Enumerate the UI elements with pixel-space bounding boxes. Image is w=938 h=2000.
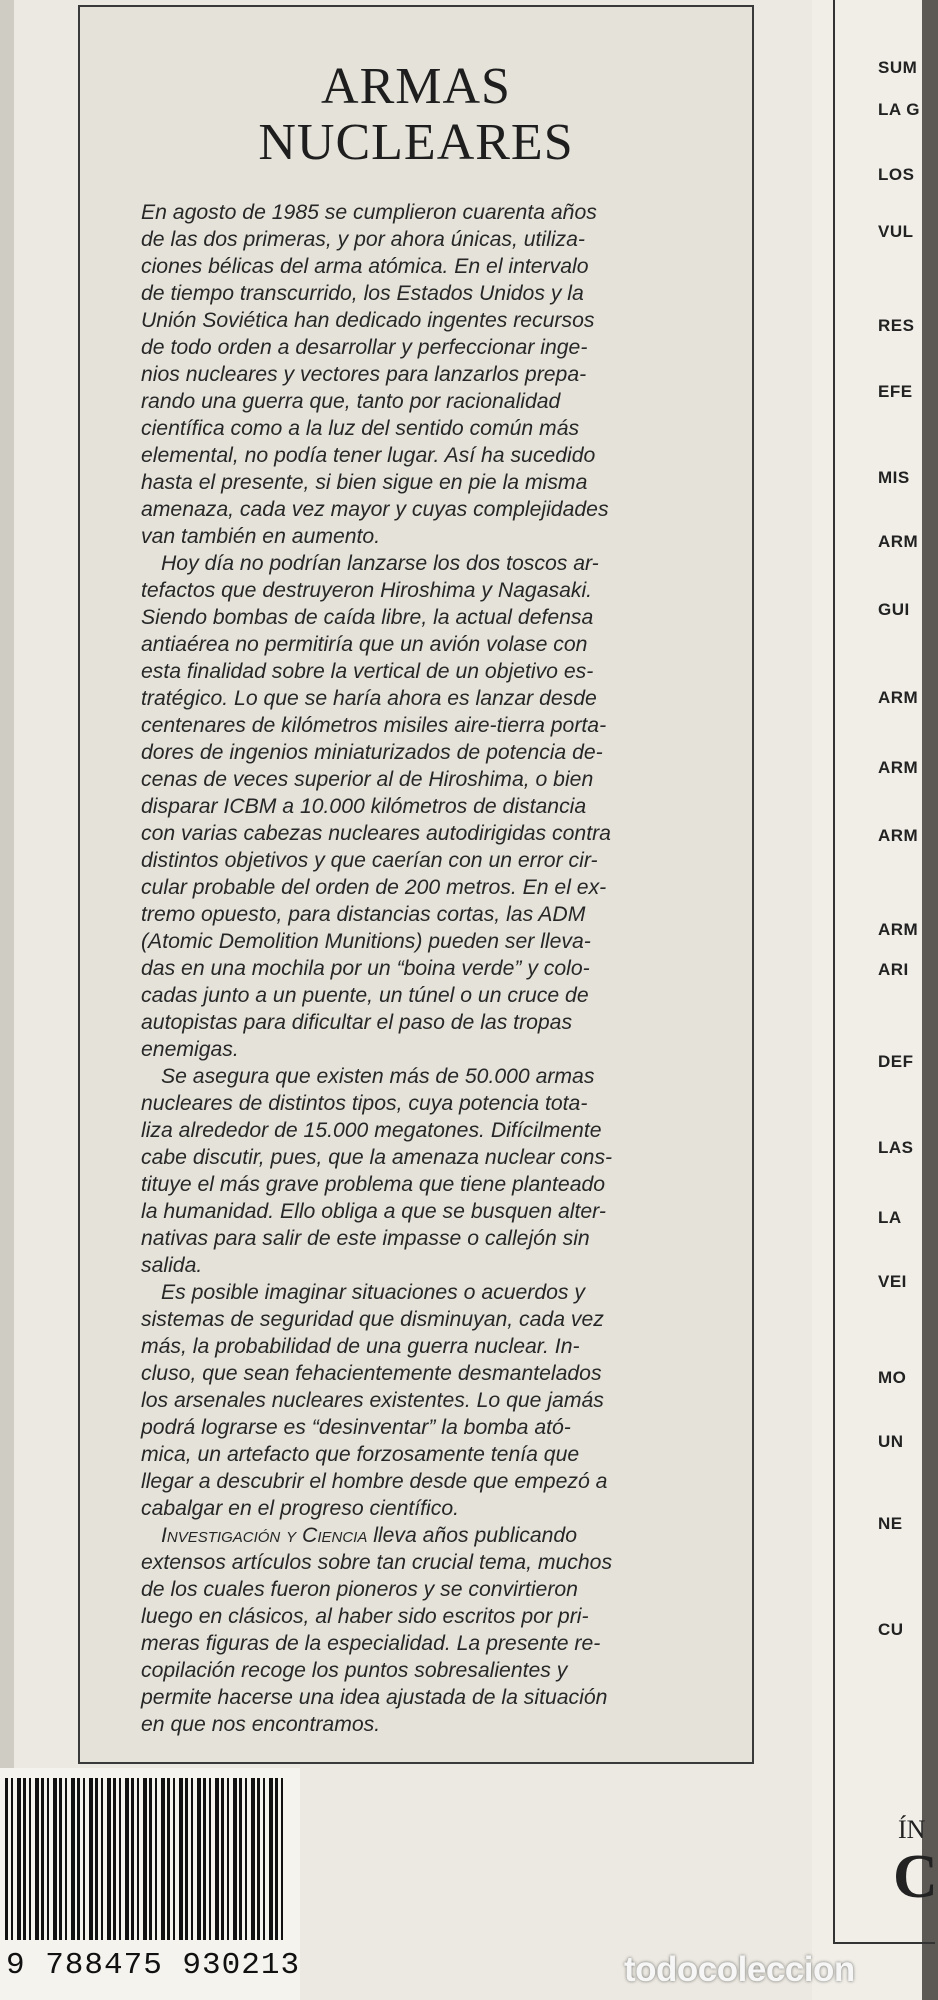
blurb-line: cabalgar en el progreso científico. [141, 1497, 459, 1520]
blurb-line: copilación recoge los puntos sobresalientes y [141, 1659, 568, 1682]
blurb-text [141, 199, 686, 1738]
blurb-line: nucleares de distintos tipos, cuya potencia tota- [141, 1092, 588, 1115]
blurb-line: (Atomic Demolition Munitions) pueden ser lleva- [141, 930, 591, 953]
blurb-line: Investigación y Ciencia lleva años publicando [161, 1524, 577, 1547]
contents-entry: SUM [878, 58, 918, 77]
blurb-line: Siendo bombas de caída libre, la actual defensa [141, 606, 594, 629]
contents-entry: ARM [878, 532, 919, 551]
contents-entry: ARM [878, 826, 919, 845]
blurb-line: En agosto de 1985 se cumplieron cuarenta años [141, 201, 597, 224]
contents-entry: ARM [878, 688, 919, 707]
isbn-number: 9 788475 930213 [6, 1948, 301, 1983]
blurb-line: esta finalidad sobre la vertical de un objetivo es- [141, 660, 594, 683]
contents-entry: RES [878, 316, 915, 335]
blurb-line: hasta el presente, si bien sigue en pie la misma [141, 471, 588, 494]
blurb-line: los arsenales nucleares existentes. Lo que jamás [141, 1389, 604, 1412]
blurb-line: elemental, no podía tener lugar. Así ha sucedido [141, 444, 596, 467]
blurb-line: de tiempo transcurrido, los Estados Unidos y la [141, 282, 584, 305]
blurb-line: mica, un artefacto que forzosamente tenía que [141, 1443, 580, 1466]
contents-entry: VEI [878, 1272, 907, 1291]
blurb-line: das en una mochila por un “boina verde” y colo- [141, 957, 590, 980]
contents-entry: LA G [878, 100, 920, 119]
contents-entry: VUL [878, 222, 914, 241]
blurb-line: tituye el más grave problema que tiene planteado [141, 1173, 606, 1196]
blurb-line: en que nos encontramos. [141, 1713, 381, 1736]
blurb-line: nios nucleares y vectores para lanzarlos prepa- [141, 363, 587, 386]
contents-entry: EFE [878, 382, 913, 401]
blurb-line: antiaérea no permitiría que un avión volase con [141, 633, 588, 656]
blurb-line: dores de ingenios miniaturizados de potencia de- [141, 741, 603, 764]
contents-entry: MIS [878, 468, 910, 487]
blurb-line: autopistas para dificultar el paso de las tropas [141, 1011, 573, 1034]
cover-edge-shadow [0, 0, 14, 2000]
blurb-line: amenaza, cada vez mayor y cuyas complejidades [141, 498, 609, 521]
blurb-line: disparar ICBM a 10.000 kilómetros de distancia [141, 795, 587, 818]
contents-entry: GUI [878, 600, 910, 619]
blurb-line: rando una guerra que, tanto por racionalidad [141, 390, 561, 413]
blurb-line: enemigas. [141, 1038, 239, 1061]
blurb-line: Es posible imaginar situaciones o acuerdos y [161, 1281, 585, 1304]
blurb-line: con varias cabezas nucleares autodirigidas contra [141, 822, 611, 845]
contents-entry: LOS [878, 165, 915, 184]
blurb-line: de todo orden a desarrollar y perfeccionar inge- [141, 336, 588, 359]
publisher-logo-letter: C [893, 1843, 938, 1911]
contents-entry: ARI [878, 960, 909, 979]
contents-entry: MO [878, 1368, 907, 1387]
contents-entry: UN [878, 1432, 904, 1451]
blurb-line: Hoy día no podrían lanzarse los dos toscos ar- [161, 552, 599, 575]
contents-entry: LAS [878, 1138, 914, 1157]
blurb-line: cular probable del orden de 200 metros. En el ex- [141, 876, 607, 899]
blurb-line: la humanidad. Ello obliga a que se busquen alter- [141, 1200, 606, 1223]
blurb-line: van también en aumento. [141, 525, 381, 548]
contents-entry: ARM [878, 920, 919, 939]
blurb-line: llegar a descubrir el hombre desde que empezó a [141, 1470, 608, 1493]
magazine-name: Investigación y Ciencia [161, 1524, 368, 1547]
blurb-line: liza alrededor de 15.000 megatones. Difícilmente [141, 1119, 602, 1142]
barcode [5, 1778, 283, 1940]
book-title-line-2: NUCLEARES [258, 114, 574, 171]
blurb-line: tremo opuesto, para distancias cortas, las ADM [141, 903, 586, 926]
blurb-line: tefactos que destruyeron Hiroshima y Nagasaki. [141, 579, 593, 602]
blurb-line: distintos objetivos y que caerían con un error cir- [141, 849, 598, 872]
blurb-line: Se asegura que existen más de 50.000 armas [161, 1065, 595, 1088]
blurb-line: cabe discutir, pues, que la amenaza nuclear cons- [141, 1146, 613, 1169]
blurb-line: científica como a la luz del sentido común más [141, 417, 580, 440]
contents-entry: NE [878, 1514, 903, 1533]
blurb-line: centenares de kilómetros misiles aire-tierra porta- [141, 714, 607, 737]
blurb-line: salida. [141, 1254, 203, 1277]
blurb-line: podrá lograrse es “desinventar” la bomba ató- [141, 1416, 571, 1439]
blurb-line: tratégico. Lo que se haría ahora es lanzar desde [141, 687, 597, 710]
contents-entry: CU [878, 1620, 904, 1639]
contents-entry: LA [878, 1208, 902, 1227]
blurb-line: Unión Soviética han dedicado ingentes recursos [141, 309, 595, 332]
blurb-line: más, la probabilidad de una guerra nuclear. In- [141, 1335, 580, 1358]
blurb-line: de las dos primeras, y por ahora únicas, utiliza- [141, 228, 585, 251]
contents-entry: ARM [878, 758, 919, 777]
blurb-line: permite hacerse una idea ajustada de la situación [141, 1686, 608, 1709]
blurb-line: de los cuales fueron pioneros y se convirtieron [141, 1578, 578, 1601]
blurb-line: nativas para salir de este impasse o callejón sin [141, 1227, 590, 1250]
blurb-line: cadas junto a un puente, un túnel o un cruce de [141, 984, 589, 1007]
blurb-frame [78, 5, 754, 1764]
blurb-line: ciones bélicas del arma atómica. En el intervalo [141, 255, 589, 278]
blurb-line: cenas de veces superior al de Hiroshima, o bien [141, 768, 594, 791]
book-title-line-1: ARMAS [321, 58, 511, 115]
contents-entry: DEF [878, 1052, 914, 1071]
blurb-line: meras figuras de la especialidad. La presente re- [141, 1632, 601, 1655]
watermark: todocoleccion [624, 1950, 855, 1989]
blurb-line: cluso, que sean fehacientemente desmantelados [141, 1362, 602, 1385]
blurb-line: extensos artículos sobre tan crucial tema, muchos [141, 1551, 613, 1574]
blurb-line: sistemas de seguridad que disminuyan, cada vez [141, 1308, 604, 1331]
blurb-line: luego en clásicos, al haber sido escritos por pri- [141, 1605, 589, 1628]
publisher-logo-text: ÍN [898, 1815, 926, 1844]
